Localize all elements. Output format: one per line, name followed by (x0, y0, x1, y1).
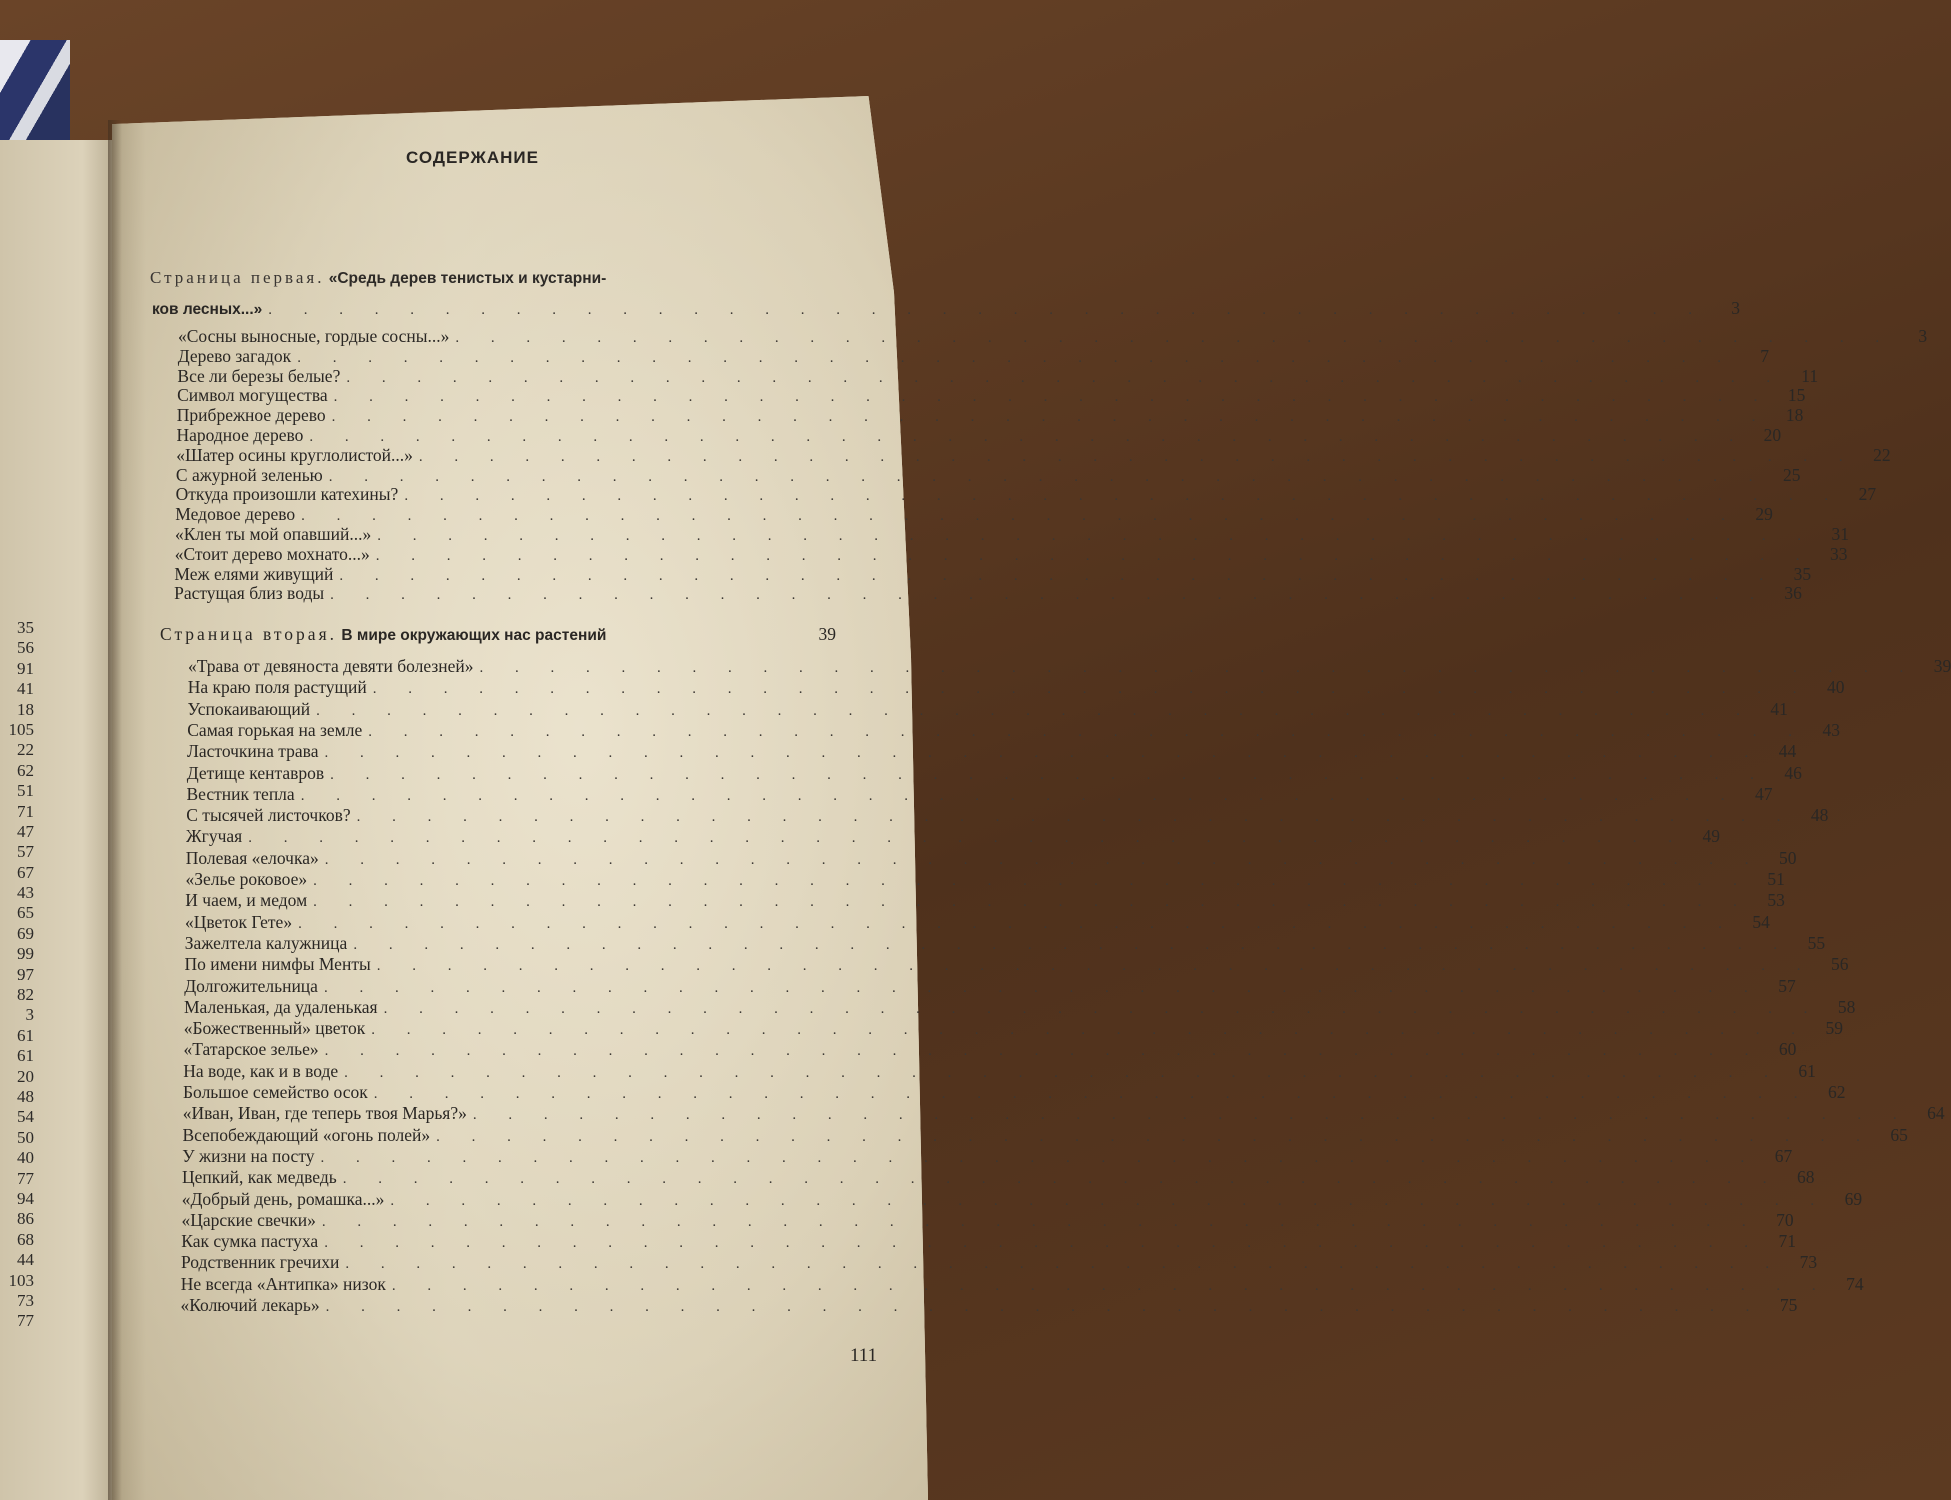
dot-leader: . . . . . . . . . . . . . . . . . . . . . . . . . . . . . . . . . . . . . . . . . (339, 567, 1778, 584)
toc-entry-page: 25 (1783, 464, 1801, 485)
left-page-number: 67 (17, 862, 34, 882)
toc-entry (177, 385, 1806, 406)
toc-entry-title: Дерево загадок (177, 345, 292, 366)
toc-entry-title: «Клен ты мой опавший...» (175, 524, 372, 544)
toc-entry-page: 33 (1830, 543, 1848, 564)
dot-leader: . . . . . . . . . . . . . . . . . . . . . . . . . . . . . . . . . . . . . . . . . (342, 1171, 1781, 1188)
dot-leader: . . . . . . . . . . . . . . . . . . . . . . . . . . . . . . . . . . . . . . . . . (316, 702, 1754, 719)
toc-entry-title: Народное дерево (176, 425, 304, 445)
toc-entry-page: 75 (1779, 1295, 1798, 1315)
dot-leader: . . . . . . . . . . . . . . . . . . . . . . . . . . . . . . . . . . . . . . . . . (373, 1086, 1812, 1102)
section-heading-continuation (152, 298, 1741, 319)
toc-entry (187, 719, 1840, 741)
toc-entry-title: Большое семейство осок (183, 1082, 368, 1102)
dot-leader: . . . . . . . . . . . . . . . . . . . . . . . . . . . . . . . . . . . . . . . . . (297, 349, 1735, 366)
toc-entry-page: 60 (1778, 1039, 1797, 1060)
toc-entry (174, 563, 1812, 585)
left-page-number: 62 (17, 760, 34, 780)
dot-leader: . . . . . . . . . . . . . . . . . . . . . . . . . . . . . . . . . . . . . . . . . (383, 1000, 1822, 1017)
left-page-number: 18 (17, 699, 34, 719)
dot-leader: . . . . . . . . . . . . . . . . . . . . . . . . . . . . . . . . . . . . . . . . . (328, 468, 1767, 485)
toc-entry-title: Долгожительница (184, 975, 318, 996)
toc-entry-page: 43 (1822, 719, 1840, 740)
toc-entry (185, 911, 1770, 933)
toc-entry (175, 484, 1877, 505)
toc-entry-title: «Добрый день, ромашка...» (181, 1188, 385, 1209)
dot-leader: . . . . . . . . . . . . . . . . . . . . . . . . . . . . . . . . . . . . . . . . . (346, 369, 1785, 386)
left-page-number: 97 (17, 964, 34, 984)
left-page-number: 22 (17, 740, 34, 760)
toc-entry-page: 68 (1796, 1167, 1815, 1188)
toc-entry-page: 64 (1927, 1103, 1945, 1124)
toc-entry-page: 15 (1787, 385, 1806, 406)
dot-leader: . . . . . . . . . . . . . . . . . . . . . . . . . . . . . . . . . . . . . . . . . (371, 1022, 1809, 1039)
dot-leader: . . . . . . . . . . . . . . . . . . . . . . . . . . . . . . . . . . . . . . . . . (324, 851, 1763, 868)
toc-entry (180, 1273, 1864, 1295)
toc-entry (185, 869, 1785, 890)
toc-entry (176, 405, 1804, 426)
toc-entry-title: «Шатер осины круглолистой...» (176, 444, 413, 465)
toc-entry-title: Символ могущества (177, 385, 328, 406)
left-page-number: 77 (17, 1168, 34, 1188)
toc-entry-page: 74 (1846, 1273, 1864, 1294)
toc-entry (184, 932, 1826, 954)
left-page-number: 82 (17, 985, 34, 1005)
dot-leader: . . . . . . . . . . . . . . . . . . . . . . . . . . . . . . . . . . . . . . . . . (330, 587, 1768, 604)
left-page-number: 41 (17, 679, 34, 699)
toc-entry-title: Цепкий, как медведь (182, 1167, 337, 1188)
left-page-number: 56 (17, 638, 34, 658)
toc-entry-page: 65 (1890, 1124, 1908, 1145)
toc-entry-title: У жизни на посту (182, 1145, 315, 1166)
dot-leader: . . . . . . . . . . . . . . . . . . . . . . . . . . . . . . . . . . . . . . . . . (301, 508, 1739, 525)
toc-entry-page: 48 (1810, 805, 1829, 826)
toc-entry-page: 58 (1837, 996, 1856, 1017)
toc-entry (186, 783, 1773, 805)
toc-entry-page: 18 (1785, 405, 1804, 426)
toc-entry (187, 698, 1788, 720)
section-heading (160, 624, 836, 645)
left-page-number: 91 (17, 658, 34, 678)
dot-leader: . . . . . . . . . . . . . . . . . . . . . . . . . . . . . . . . . . . . . . . . . (330, 766, 1768, 783)
toc-entry-page: 44 (1778, 741, 1797, 762)
toc-entry (175, 464, 1801, 486)
toc-entry-title: «Царские свечки» (181, 1209, 316, 1230)
dot-leader: . . . . . . . . . . . . . . . . . . . . . . . . . . . . . . . . . . . . . . . . . (368, 723, 1806, 740)
dot-leader: . . . . . . . . . . . . . . . . . . . . . . . . . . . . . . . . . . . . . . . . . (436, 1128, 1874, 1145)
toc-entry-page: 41 (1770, 698, 1788, 719)
toc-entry (185, 890, 1785, 911)
toc-entry (176, 444, 1891, 466)
left-page-number: 105 (8, 719, 34, 739)
toc-entry (182, 1145, 1793, 1167)
toc-entry-page: 67 (1774, 1145, 1793, 1166)
toc-entry-page: 51 (1767, 869, 1785, 889)
dot-leader: . . . . . . . . . . . . . . . . . . . . . . . . . . . . . . . . . . . . . . . . . (313, 894, 1751, 911)
toc-entry-page: 7 (1760, 345, 1769, 366)
dot-leader: . . . . . . . . . . . . . . . . . . . . . . . . . . . . . . . . . . . . . . . . . (356, 809, 1795, 826)
dot-leader: . . . . . . . . . . . . . . . . . . . . . . . . . . . . . . . . . . . . . . . . . (320, 1149, 1759, 1166)
toc-entry-page: 47 (1754, 783, 1773, 804)
toc-entry-title: На воде, как и в воде (183, 1060, 339, 1081)
toc-entry-title: Меж елями живущий (174, 563, 334, 584)
dot-leader: . . . . . . . . . . . . . . . . . . . . . . . . . . . . . . . . . . . . . . . . . (321, 1213, 1760, 1230)
toc-entry-title: Жгучая (186, 826, 243, 847)
dot-leader: . . . . . . . . . . . . . . . . . . . . . . . . . . . . . . . . . . . . . . . . . (376, 958, 1815, 975)
toc-entry (180, 1295, 1798, 1316)
toc-entry (177, 365, 1819, 387)
toc-entry-title: Родственник гречихи (181, 1252, 340, 1273)
toc-entry-page: 54 (1752, 911, 1770, 932)
toc-entry-title: «Цветок Гете» (185, 911, 293, 932)
left-page-number: 103 (8, 1270, 34, 1290)
toc-entry-page: 70 (1776, 1209, 1794, 1230)
dot-leader: . . . . . . . . . . . . . . . . . . . . . . . . . . . . . . . . . . . . . . . . . (372, 681, 1811, 698)
left-page-number: 20 (17, 1066, 34, 1086)
toc-entry-page: 31 (1831, 524, 1849, 544)
toc-entry (182, 1167, 1815, 1188)
dot-leader: . . . . . . . . . . . . . . . . . . . . . . . . . . . . . . . . . . . . . . . . . (309, 429, 1748, 445)
toc-entry-page: 11 (1801, 365, 1819, 386)
toc-entry-page: 40 (1826, 677, 1845, 698)
toc-entry (178, 326, 1928, 347)
left-page-number: 47 (17, 821, 34, 841)
left-page-number: 99 (17, 944, 34, 964)
left-page-number: 77 (17, 1311, 34, 1331)
toc-entry-page: 71 (1778, 1231, 1796, 1252)
dot-leader: . . . . . . . . . . . . . . . . . . . . . . . . . . . . . . . . . . . . . . . . . (418, 448, 1857, 465)
toc-entry-title: Медовое дерево (175, 504, 296, 525)
dot-leader: . . . . . . . . . . . . . . . . . . . . . . . . . . . . . . . . . . . . . . . . . (375, 547, 1814, 564)
toc-entry (186, 762, 1802, 784)
toc-entry-title: «Сосны выносные, гордые сосны...» (178, 326, 450, 346)
dot-leader: . . . . . . . . . . . . . . . . . . . . . . . . . . . . . . . . . . . . . . . . . (323, 979, 1762, 996)
toc-entry (174, 583, 1802, 604)
toc-entry (181, 1209, 1794, 1231)
left-page-number: 35 (17, 618, 34, 637)
dot-leader: . . . . . . . . . . . . . . . . . . . . . . . . . . . . . . . . . . . . . . . . . (298, 915, 1736, 932)
toc-entry-page: 69 (1844, 1188, 1863, 1209)
toc-entry (185, 847, 1797, 869)
left-page-number: 48 (17, 1086, 34, 1106)
toc-entry-page: 53 (1767, 890, 1785, 911)
dot-leader: . . . . . . . . . . . . . . . . . . . . . . . . . . . . . . . . . . . . . . . . . (404, 488, 1843, 505)
toc-entry (186, 805, 1829, 826)
toc-entry-title: «Трава от девяноста девяти болезней» (188, 656, 474, 676)
dot-leader: . . . . . . . . . . . . . . . . . . . . . . . . . . . . . . . . . . . . . . . . . (479, 660, 1918, 676)
toc-entry (176, 425, 1782, 446)
toc-entry (184, 996, 1856, 1018)
toc-entry-title: Откуда произошли катехины? (175, 484, 399, 505)
dot-leader: . . . . . . . . . . . . . . . . . . . . . . . . . . . . . . . . . . . . . . . . . (333, 389, 1772, 406)
toc-entry-title: «Стоит дерево мохнато...» (174, 543, 370, 564)
toc-entry-page: 59 (1825, 1018, 1843, 1039)
left-page-number: 44 (17, 1250, 34, 1270)
toc-entry-page: 55 (1807, 932, 1826, 953)
toc-entry (183, 1082, 1846, 1103)
toc-entry-title: Не всегда «Антипка» низок (180, 1273, 386, 1294)
toc-entry (187, 677, 1845, 698)
toc-entry-page: 50 (1779, 847, 1797, 868)
left-page-number: 61 (17, 1025, 34, 1045)
toc-entry (183, 1060, 1816, 1082)
toc-entry-page: 49 (1702, 826, 1720, 847)
left-page-number: 43 (17, 883, 34, 903)
toc-entry-title: Успокаивающий (187, 698, 311, 719)
section-title: В мире окружающих нас растений (341, 627, 607, 644)
dot-leader: . . . . . . . . . . . . . . . . . . . . . . . . . . . . . . . . . . . . . . . . . (344, 1064, 1782, 1081)
toc-entry (181, 1188, 1863, 1210)
toc-entry-title: Зажелтела калужница (184, 932, 348, 953)
toc-entry-title: Ласточкина трава (187, 741, 319, 762)
left-page-number: 86 (17, 1209, 34, 1229)
toc-entry-title: С тысячей листочков? (186, 805, 351, 826)
toc-entry-title: «Колючий лекарь» (180, 1295, 320, 1315)
section-label: Страница первая. (150, 268, 325, 287)
toc-entry-title: Всепобеждающий «огонь полей» (182, 1124, 431, 1145)
left-page-number: 68 (17, 1229, 34, 1249)
dot-leader: . . . . . . . . . . . . . . . . . . . . . . . . . . . . . . . . . . . . . . . . . (455, 330, 1894, 346)
page-number: 111 (850, 1345, 878, 1366)
toc-entry (184, 954, 1849, 975)
dot-leader: . . . . . . . . . . . . . . . . . . . . . . . . . . . . . . . . . . . . . . . . . (472, 1107, 1911, 1124)
section-title: «Средь дерев тенистых и кустарни- (328, 270, 607, 287)
dot-leader: . . . . . . . . . . . . . . . . . . . . . . . . . . . . . . . . . . . . . . . . . (313, 873, 1751, 889)
toc-entry-page: 61 (1798, 1060, 1816, 1081)
left-page-number: 50 (17, 1127, 34, 1147)
section-page: 3 (1731, 298, 1741, 318)
dot-leader: . . . . . . . . . . . . . . . . . . . . . . . . . . . . . . . . . . . . . . . . . (390, 1192, 1829, 1209)
toc-entry-title: С ажурной зеленью (175, 464, 323, 485)
toc-entry-page: 62 (1827, 1082, 1846, 1102)
left-page-number: 69 (17, 923, 34, 943)
dot-leader: . . . . . . . . . . . . . . . . . . . . . . . . . . . . . . . . . . . . . . . . . (353, 936, 1792, 953)
left-page-number: 61 (17, 1046, 34, 1066)
toc-entry-title: По имени нимфы Менты (184, 954, 371, 975)
toc-entry-title: Растущая близ воды (174, 583, 325, 604)
toc-entry-page: 36 (1784, 583, 1802, 604)
left-page-number: 65 (17, 903, 34, 923)
toc-entry (186, 826, 1720, 847)
toc-entry-title: И чаем, и медом (185, 890, 308, 911)
toc-entry (175, 504, 1773, 525)
left-page-number: 54 (17, 1107, 34, 1127)
toc-entry-title: Все ли березы белые? (177, 365, 341, 386)
toc-entry (174, 543, 1848, 565)
toc-entry (182, 1124, 1908, 1146)
toc-entry-title: Полевая «елочка» (185, 847, 319, 868)
dot-leader: . . . . . . . . . . . . . . . . . . . . . . . . . . . . . . . . . . . . . . . . . (377, 528, 1815, 544)
toc-entry-page: 27 (1858, 484, 1877, 505)
dot-leader: . . . . . . . . . . . . . . . . . . . . . . . . . . . . . . . . . . . . . . . . . (331, 409, 1770, 426)
toc-entry-title: Прибрежное дерево (176, 405, 326, 426)
dot-leader: . . . . . . . . . . . . . . . . . . . . . . . . . . . . . . . . . . . . . . . . . (248, 830, 1686, 847)
dot-leader: . . . . . . . . . . . . . . . . . . . . . . . . . . . . . . . . . . . . . . . . . (391, 1277, 1830, 1294)
left-page-number: 3 (25, 1005, 34, 1025)
toc-entry-page: 22 (1873, 444, 1891, 465)
toc-entry-title: Детище кентавров (186, 762, 325, 783)
toc-entry-title: Маленькая, да удаленькая (184, 996, 378, 1017)
toc-entry (182, 1103, 1945, 1124)
toc-entry-page: 39 (1933, 656, 1951, 676)
toc-entry-title: Вестник тепла (186, 783, 295, 804)
left-page-number: 94 (17, 1188, 34, 1208)
toc-entry-page: 29 (1755, 504, 1773, 525)
toc-entry (183, 1018, 1843, 1039)
section-heading (150, 268, 790, 288)
toc-entry (181, 1231, 1796, 1252)
toc-entry-page: 73 (1799, 1252, 1818, 1273)
dot-leader: . . . . . . . . . . . . . . . . . . . . . . . . . . . . . . . . . . . . . . . . . (300, 787, 1739, 804)
toc-entry (184, 975, 1796, 997)
toc-entry-title: Самая горькая на земле (187, 719, 363, 740)
left-page-number: 73 (17, 1290, 34, 1310)
left-page-number: 40 (17, 1148, 34, 1168)
toc-entry (188, 656, 1951, 677)
left-page-number: 51 (17, 781, 34, 801)
toc-entry-page: 3 (1918, 326, 1928, 346)
toc-entry-title: «Божественный» цветок (183, 1018, 366, 1039)
toc-entry-title: «Иван, Иван, где теперь твоя Марья?» (182, 1103, 467, 1124)
dot-leader: . . . . . . . . . . . . . . . . . . . . . . . . . . . . . . . . . . . . . . . . . (325, 1299, 1764, 1315)
toc-entry-page: 35 (1793, 563, 1812, 584)
toc-entry-page: 57 (1778, 975, 1796, 996)
toc-entry-page: 20 (1763, 425, 1782, 445)
page-title: СОДЕРЖАНИЕ (406, 148, 539, 167)
dot-leader: . . . . . . . . . . . . . . . . . . . . . . . . . . . . . . . . . . . . . . . . . (324, 1235, 1762, 1252)
toc-entry-title: «Зелье роковое» (185, 869, 308, 889)
toc-entry-page: 56 (1830, 954, 1849, 975)
section-title-continuation: ков лесных...» (152, 301, 263, 318)
toc-entry (187, 741, 1797, 762)
dot-leader: . . . . . . . . . . . . . . . . . . . . . . . . . . . . . . . . . . . . . . . . . (324, 745, 1763, 762)
toc-entry (183, 1039, 1797, 1060)
dot-leader: . . . . . . . . . . . . . . . . . . . . . . . . . . . . . . . . . . . . . . . . . (345, 1256, 1784, 1273)
toc-entry-title: На краю поля растущий (187, 677, 367, 698)
toc-entry (175, 524, 1849, 545)
dot-leader: . . . . . . . . . . . . . . . . . . . . . . . . . . . . . . . . . . . . . . . . . (268, 302, 1707, 318)
toc-entry (177, 345, 1769, 367)
toc-entry (181, 1252, 1818, 1273)
dot-leader: . . . . . . . . . . . . . . . . . . . . . . . . . . . . . . . . . . . . . . . . . (324, 1043, 1763, 1060)
section-page: 39 (818, 624, 836, 644)
section-label: Страница вторая. (160, 624, 337, 644)
left-page-number: 71 (17, 801, 34, 821)
toc-entry-title: Как сумка пастуха (181, 1231, 319, 1252)
toc-entry-title: «Татарское зелье» (183, 1039, 319, 1060)
toc-entry-page: 46 (1784, 762, 1802, 783)
left-page-number: 57 (17, 842, 34, 862)
